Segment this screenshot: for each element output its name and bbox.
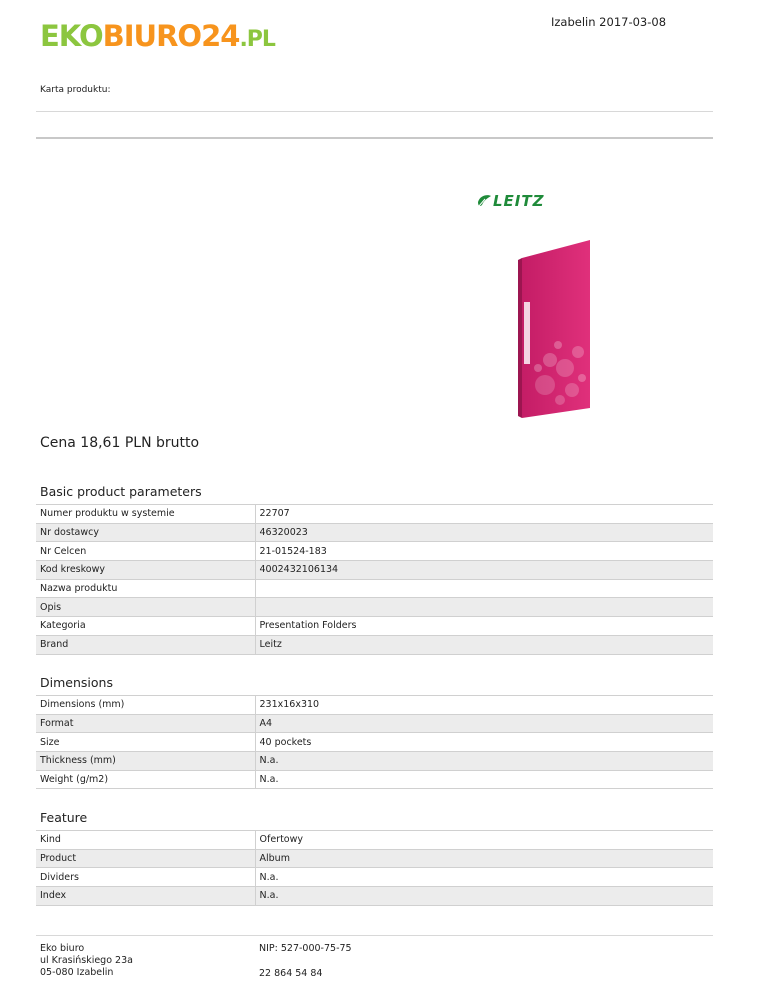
company-city: 05-080 Izabelin bbox=[40, 967, 114, 978]
company-address bbox=[40, 943, 133, 979]
param-value: N.a. bbox=[255, 868, 713, 887]
param-value bbox=[255, 579, 713, 598]
table-row bbox=[36, 714, 713, 733]
table-row bbox=[36, 598, 713, 617]
param-key: Kind bbox=[36, 831, 255, 850]
param-value: N.a. bbox=[255, 770, 713, 789]
product-image-folder bbox=[510, 240, 595, 420]
table-row bbox=[36, 849, 713, 868]
leitz-wordmark: LEITZ bbox=[493, 192, 545, 210]
param-value: N.a. bbox=[255, 752, 713, 771]
table-row bbox=[36, 733, 713, 752]
param-value: A4 bbox=[255, 714, 713, 733]
logo-eko-text: EKO bbox=[40, 19, 103, 53]
table-row bbox=[36, 505, 713, 524]
param-value: N.a. bbox=[255, 887, 713, 906]
param-value: 46320023 bbox=[255, 523, 713, 542]
param-key: Dividers bbox=[36, 868, 255, 887]
company-phone: 22 864 54 84 bbox=[259, 968, 323, 979]
card-label: Karta produktu: bbox=[40, 85, 111, 95]
basic-params-table bbox=[36, 504, 713, 655]
product-price: Cena 18,61 PLN brutto bbox=[40, 435, 200, 451]
param-value: Ofertowy bbox=[255, 831, 713, 850]
divider bbox=[36, 137, 713, 139]
param-value: Leitz bbox=[255, 635, 713, 654]
param-key: Format bbox=[36, 714, 255, 733]
feature-table bbox=[36, 830, 713, 906]
table-row bbox=[36, 542, 713, 561]
section-title-feature: Feature bbox=[40, 810, 88, 825]
param-key: Thickness (mm) bbox=[36, 752, 255, 771]
place-date: Izabelin 2017-03-08 bbox=[551, 15, 667, 29]
table-row bbox=[36, 523, 713, 542]
table-row bbox=[36, 770, 713, 789]
param-key: Dimensions (mm) bbox=[36, 696, 255, 715]
dimensions-table bbox=[36, 695, 713, 789]
table-row bbox=[36, 752, 713, 771]
param-key: Kategoria bbox=[36, 617, 255, 636]
param-value: 4002432106134 bbox=[255, 561, 713, 580]
param-key: Weight (g/m2) bbox=[36, 770, 255, 789]
param-key: Opis bbox=[36, 598, 255, 617]
table-row bbox=[36, 696, 713, 715]
param-key: Kod kreskowy bbox=[36, 561, 255, 580]
param-value: Presentation Folders bbox=[255, 617, 713, 636]
logo-biuro-text: BIURO24 bbox=[102, 19, 240, 53]
param-value: 40 pockets bbox=[255, 733, 713, 752]
param-key: Brand bbox=[36, 635, 255, 654]
footer-divider bbox=[36, 935, 713, 936]
table-row bbox=[36, 617, 713, 636]
param-key: Nazwa produktu bbox=[36, 579, 255, 598]
company-name: Eko biuro bbox=[40, 943, 85, 954]
param-value: 231x16x310 bbox=[255, 696, 713, 715]
table-row bbox=[36, 635, 713, 654]
company-nip: NIP: 527-000-75-75 bbox=[259, 943, 352, 954]
table-row bbox=[36, 831, 713, 850]
table-row bbox=[36, 561, 713, 580]
site-logo[interactable] bbox=[40, 16, 280, 56]
section-title-dimensions: Dimensions bbox=[40, 675, 113, 690]
logo-pl-text: .PL bbox=[239, 27, 275, 52]
company-street: ul Krasińskiego 23a bbox=[40, 955, 133, 966]
leitz-brand-logo bbox=[476, 192, 572, 210]
table-row bbox=[36, 868, 713, 887]
param-key: Numer produktu w systemie bbox=[36, 505, 255, 524]
param-value: Album bbox=[255, 849, 713, 868]
param-key: Product bbox=[36, 849, 255, 868]
section-title-basic: Basic product parameters bbox=[40, 484, 202, 499]
param-value: 22707 bbox=[255, 505, 713, 524]
param-key: Nr dostawcy bbox=[36, 523, 255, 542]
table-row bbox=[36, 887, 713, 906]
param-key: Nr Celcen bbox=[36, 542, 255, 561]
param-key: Index bbox=[36, 887, 255, 906]
leitz-leaf-icon bbox=[476, 192, 492, 210]
param-key: Size bbox=[36, 733, 255, 752]
param-value bbox=[255, 598, 713, 617]
divider bbox=[36, 111, 713, 112]
table-row bbox=[36, 579, 713, 598]
param-value: 21-01524-183 bbox=[255, 542, 713, 561]
